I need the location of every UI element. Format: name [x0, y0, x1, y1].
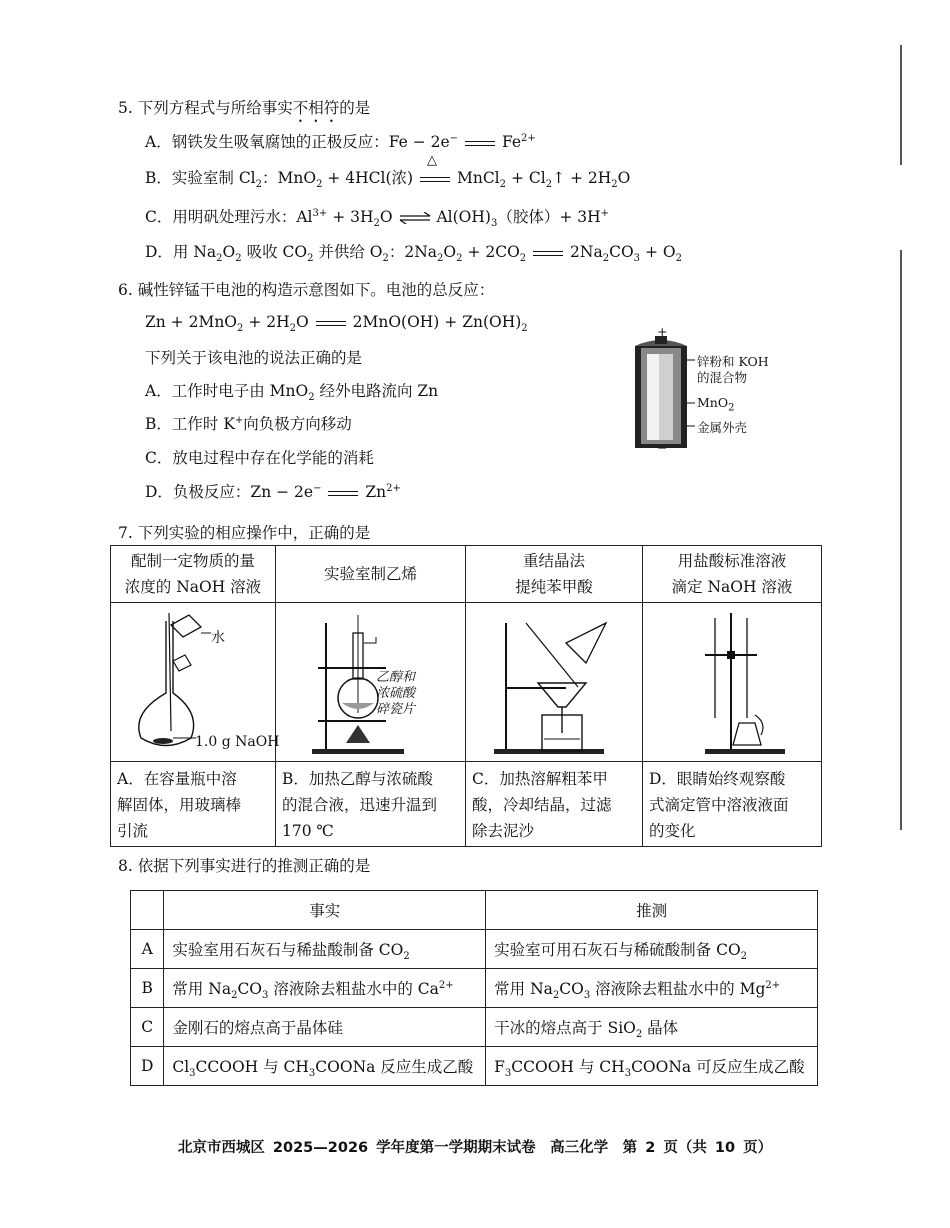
question-5-stem: 5. 下列方程式与所给事实不相符的是 [118, 99, 371, 117]
fact-cell: $Cl_3CCOOH$ 与 $CH_3COONa$ 反应生成乙酸 [164, 1047, 486, 1086]
q7-header-c: 重结晶法 提纯苯甲酸 [466, 546, 643, 603]
q6-option-d: D．负极反应：Zn − 2e− $Zn^{2+}$ [145, 482, 401, 501]
mno2-label: MnO$_2$ [697, 395, 735, 414]
q6-option-a: A．工作时电子由 MnO$_2$ 经外电路流向 Zn [145, 382, 439, 404]
zinc-koh-label-2: 的混合物 [697, 370, 748, 385]
q7-header-d: 用盐酸标准溶液 滴定 NaOH 溶液 [643, 546, 822, 603]
table-row [131, 969, 818, 1008]
guess-cell: 实验室可用石灰石与稀硫酸制备 $CO_2$ [486, 930, 818, 969]
q7-option-d: D．眼睛始终观察酸 式滴定管中溶液液面 的变化 [643, 762, 822, 847]
row-letter: C [131, 1008, 164, 1047]
volumetric-flask-figure [111, 603, 280, 762]
table-row [131, 930, 818, 969]
titration-figure [643, 603, 822, 762]
question-8-stem: 8. 依据下列事实进行的推测正确的是 [118, 857, 371, 875]
q7-header-b: 实验室制乙烯 [276, 546, 466, 603]
fact-cell: 常用 $Na_2CO_3$ 溶液除去粗盐水中的 $Ca^{2+}$ [164, 969, 486, 1008]
water-label: 水 [211, 630, 225, 646]
table-row [131, 1008, 818, 1047]
q7-description-row [111, 762, 822, 847]
q7-experiment-table [110, 545, 822, 847]
q5-option-c: C．用明矾处理污水：$Al^{3+} + 3H_2O$ $Al(OH)_3$（胶体）+ 3H+ [145, 207, 610, 230]
ethanol-label-1: 乙醇和 [376, 670, 416, 685]
table-row [131, 1047, 818, 1086]
q5-option-d: D．用 $Na_2O_2$ 吸收 $CO_2$ 并供给 $O_2$：$2Na_2O_2 + 2CO_2$ $2Na_2CO_3 + O_2$ [145, 243, 682, 265]
fact-cell: 实验室用石灰石与稀盐酸制备 $CO_2$ [164, 930, 486, 969]
q8-header-guess: 推测 [486, 891, 818, 930]
q7-option-b: B．加热乙醇与浓硫酸 的混合液，迅速升温到 170 ℃ [276, 762, 466, 847]
reversible-arrow-icon [398, 212, 432, 224]
q7-option-c: C．加热溶解粗苯甲 酸，冷却结晶，过滤 除去泥沙 [466, 762, 643, 847]
ethylene-apparatus-figure [276, 603, 466, 762]
q7-option-a: A．在容量瓶中溶 解固体，用玻璃棒 引流 [111, 762, 276, 847]
q5-option-a: A．钢铁发生吸氧腐蚀的正极反应：Fe − 2e− $Fe^{2+}$ [145, 132, 536, 151]
battery-minus-label: − [657, 440, 668, 455]
q6-option-c: C．放电过程中存在化学能的消耗 [145, 449, 374, 467]
battery-plus-label: + [657, 324, 668, 339]
row-letter: B [131, 969, 164, 1008]
zinc-koh-label: 锌粉和 KOH [697, 354, 769, 369]
q8-header-row [131, 891, 818, 930]
ethanol-label-2: 浓硫酸 [376, 686, 416, 701]
q8-fact-table [130, 890, 818, 1086]
metal-shell-label: 金属外壳 [697, 420, 748, 435]
row-letter: A [131, 930, 164, 969]
q6-overall-equation: $Zn + 2MnO_2 + 2H_2O$ $2MnO(OH) + Zn(OH)_2$ [145, 313, 528, 335]
guess-cell: 干冰的熔点高于 SiO$_2$ 晶体 [486, 1008, 818, 1047]
fact-cell: 金刚石的熔点高于晶体硅 [164, 1008, 486, 1047]
q8-header-fact: 事实 [164, 891, 486, 930]
question-6-stem: 6. 碱性锌锰干电池的构造示意图如下。电池的总反应： [118, 281, 495, 299]
scan-edge-line-top [900, 45, 902, 165]
q8-header-blank [131, 891, 164, 930]
row-letter: D [131, 1047, 164, 1086]
page-footer: 北京市西城区 2025—2026 学年度第一学期期末试卷 高三化学 第 2 页（共 10 页） [177, 1140, 773, 1156]
guess-cell: $F_3CCOOH$ 与 $CH_3COONa$ 可反应生成乙酸 [486, 1047, 818, 1086]
ethanol-label-3: 碎瓷片 [376, 702, 416, 717]
battery-diagram [625, 324, 795, 455]
q7-figure-row [111, 603, 822, 762]
filtration-figure [466, 603, 643, 762]
question-7-stem: 7. 下列实验的相应操作中，正确的是 [118, 524, 371, 542]
q6-sub-stem: 下列关于该电池的说法正确的是 [145, 349, 363, 367]
q5-option-b: B．实验室制 $Cl_2$：MnO$_2$ + 4HCl(浓) △ MnCl$_2$ + $Cl_2↑ + 2H_2O$ [145, 153, 631, 191]
naoh-mass-label: 1.0 g NaOH [195, 734, 280, 750]
scan-edge-line-bottom [900, 250, 902, 830]
q7-header-a: 配制一定物质的量 浓度的 NaOH 溶液 [111, 546, 276, 603]
guess-cell: 常用 $Na_2CO_3$ 溶液除去粗盐水中的 $Mg^{2+}$ [486, 969, 818, 1008]
q6-option-b: B．工作时 K+向负极方向移动 [145, 414, 352, 433]
q7-header-row [111, 546, 822, 603]
